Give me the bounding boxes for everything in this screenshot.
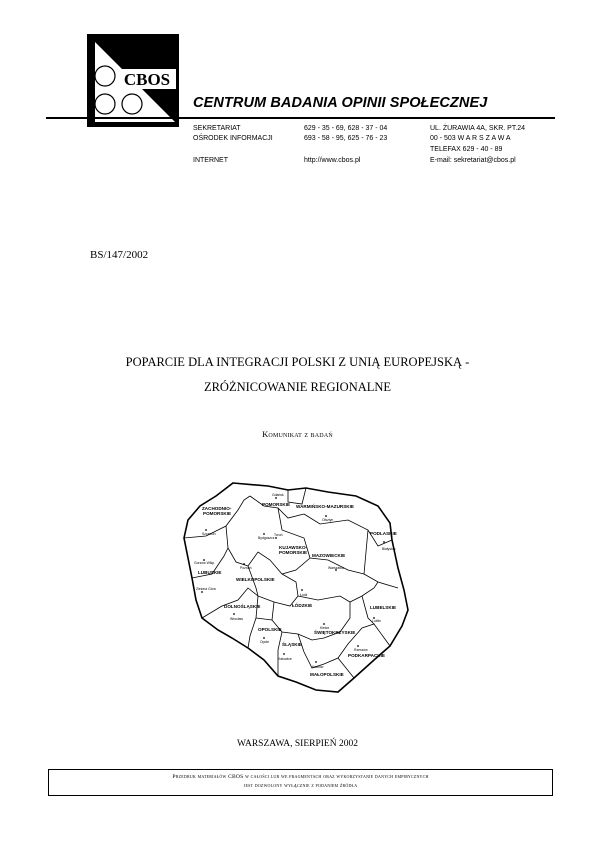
- region-label: WIELKOPOLSKIE: [236, 577, 275, 582]
- cbos-logo: [87, 34, 179, 127]
- secretariat-phones: 629 - 35 - 69, 628 - 37 - 04: [304, 125, 388, 132]
- city-label: Wrocław: [230, 617, 243, 621]
- region-label: ŁÓDZKIE: [292, 603, 313, 608]
- info-phones: 693 - 58 - 95, 625 - 76 - 23: [304, 135, 388, 142]
- place-and-date: WARSZAWA, SIERPIEŃ 2002: [237, 739, 358, 749]
- city-label: Białystok: [382, 547, 396, 551]
- city-label: Olsztyn: [322, 518, 334, 522]
- region-label: OPOLSKIE: [258, 627, 282, 632]
- region-label: LUBELSKIE: [370, 605, 397, 610]
- city-label: Warszawa: [328, 566, 344, 570]
- region-label: LUBUSKIE: [198, 570, 222, 575]
- logo-text: CBOS: [123, 70, 171, 89]
- secretariat-label: SEKRETARIAT: [193, 125, 241, 132]
- region-label: POMORSKIE: [279, 550, 308, 555]
- copyright-line1: Przedruk materiałów CBOS w całości lub we fragmentach oraz wykorzystanie danych empirycznych: [172, 774, 429, 780]
- report-subtitle: Komunikat z badań: [262, 429, 333, 439]
- address-line1: UL. ŻURAWIA 4A, SKR. PT.24: [430, 125, 526, 132]
- city-label: Katowice: [278, 657, 292, 661]
- city-label: Gorzów Wlkp.: [194, 561, 216, 565]
- region-label: POMORSKIE: [203, 511, 232, 516]
- region-label: ZACHODNIO-: [202, 506, 232, 511]
- info-label: OŚRODEK INFORMACJI: [193, 135, 273, 142]
- region-label: POMORSKIE: [262, 502, 291, 507]
- city-label: Lublin: [372, 619, 382, 623]
- internet-link[interactable]: http://www.cbos.pl: [304, 157, 361, 164]
- city-label: Szczecin: [202, 532, 216, 536]
- city-label: Opole: [260, 640, 270, 644]
- city-label: Toruń: [274, 533, 283, 537]
- region-label: ŚLĄSKIE: [282, 642, 302, 647]
- header-rule: [46, 117, 555, 119]
- report-reference: BS/147/2002: [90, 249, 149, 261]
- region-label: MAŁOPOLSKIE: [310, 672, 344, 677]
- internet-label: INTERNET: [193, 157, 228, 164]
- poland-voivodeship-map: [178, 478, 418, 698]
- copyright-line2: jest dozwolony wyłącznie z podaniem źródła: [243, 783, 358, 789]
- city-label: Zielona Góra: [196, 587, 216, 591]
- report-title-line2: ZRÓŻNICOWANIE REGIONALNE: [203, 380, 392, 394]
- report-title-line1: POPARCIE DLA INTEGRACJI POLSKI Z UNIĄ EUROPEJSKĄ -: [125, 355, 470, 369]
- city-label: Gdańsk: [272, 493, 284, 497]
- region-label: PODLASKIE: [370, 531, 397, 536]
- region-label: MAZOWIECKIE: [312, 553, 346, 558]
- region-label: PODKARPACKIE: [348, 653, 385, 658]
- region-label: DOLNOŚLĄSKIE: [224, 604, 261, 609]
- city-label: Bydgoszcz: [258, 536, 275, 540]
- region-label: KUJAWSKO-: [279, 545, 308, 550]
- city-label: Poznań: [240, 566, 252, 570]
- email-link[interactable]: E-mail: sekretariat@cbos.pl: [430, 157, 516, 164]
- city-label: Kraków: [312, 665, 324, 669]
- city-label: Łódź: [300, 593, 308, 597]
- city-label: Rzeszów: [354, 648, 368, 652]
- region-label: WARMIŃSKO-MAZURSKIE: [296, 504, 354, 509]
- region-label: ŚWIĘTOKRZYSKIE: [314, 630, 356, 635]
- copyright-notice-box: [48, 769, 553, 796]
- address-line2: 00 - 503 W A R S Z A W A: [430, 135, 511, 142]
- institution-title: CENTRUM BADANIA OPINII SPOŁECZNEJ: [193, 95, 488, 111]
- city-label: Kielce: [320, 626, 330, 630]
- telefax: TELEFAX 629 - 40 - 89: [430, 146, 503, 153]
